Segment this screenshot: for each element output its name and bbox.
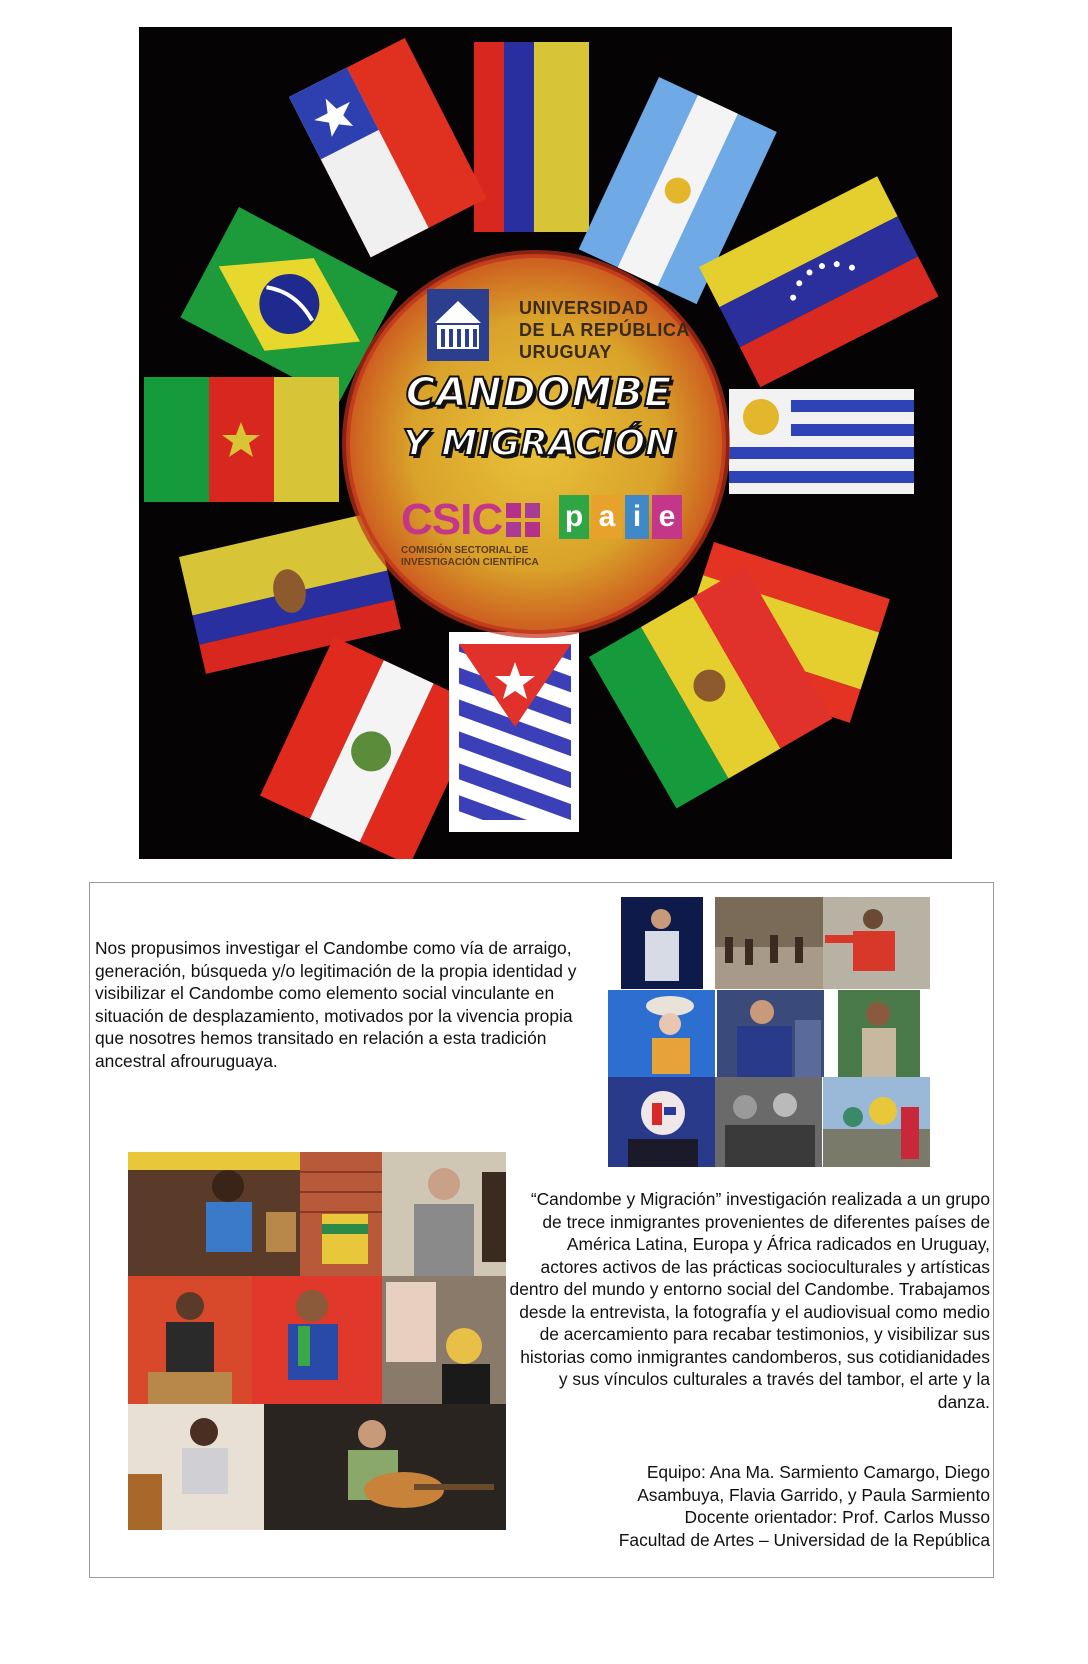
collage-photo xyxy=(252,1276,382,1404)
chile-flag xyxy=(289,38,487,257)
collage-photo xyxy=(715,897,823,989)
credits-team-line-2: Asambuya, Flavia Garrido, y Paula Sarmiento xyxy=(637,1484,990,1505)
university-name xyxy=(519,297,690,363)
csic-caption xyxy=(401,545,539,569)
candombe-poster xyxy=(139,27,952,859)
colombia-flag xyxy=(474,42,589,232)
credits-team-line-1: Equipo: Ana Ma. Sarmiento Camargo, Diego xyxy=(646,1462,990,1482)
university-crest-icon xyxy=(427,289,489,361)
collage-photo xyxy=(128,1152,300,1276)
paie-logo xyxy=(559,495,682,539)
collage-photo xyxy=(382,1152,506,1276)
uruguay-flag xyxy=(729,389,914,494)
collage-photo xyxy=(128,1276,252,1404)
collage-photo xyxy=(300,1152,382,1276)
csic-logo xyxy=(401,495,540,545)
credits-faculty-line: Facultad de Artes – Universidad de la República xyxy=(618,1529,990,1550)
collage-photo xyxy=(608,1077,715,1167)
collage-photo xyxy=(382,1276,506,1404)
cuba-flag xyxy=(449,632,579,832)
csic-plus-icon xyxy=(506,503,540,537)
poster-title-line-1: CANDOMBE xyxy=(405,370,673,416)
collage-photo xyxy=(717,990,824,1077)
csic-caption-line-2: INVESTIGACIÓN CIENTÍFICA xyxy=(401,557,539,568)
csic-logo-text: CSIC xyxy=(401,495,503,544)
paie-letter-e: e xyxy=(652,495,682,539)
poster-title-line-2: Y MIGRACIÓN xyxy=(402,423,676,464)
paie-letter-p: p xyxy=(559,495,589,539)
cameroon-flag xyxy=(144,377,339,502)
intro-paragraph: Nos propusimos investigar el Candombe como vía de arraigo, generación, búsqueda y/o legitimación de la propia identidad y visibilizar el Candombe como elemento social vinculante en situación de desplazamiento, motivados por la vivencia propia que nosotres hemos transitado en relación a esta tradición ancestral afrouruguaya. xyxy=(95,938,577,1071)
csic-caption-line-1: COMISIÓN SECTORIAL DE xyxy=(401,545,529,556)
collage-photo xyxy=(715,1077,822,1167)
collage-photo xyxy=(608,990,715,1077)
university-line-1: UNIVERSIDAD xyxy=(519,298,649,318)
collage-photo xyxy=(823,897,930,989)
poster-title xyxy=(364,367,714,469)
collage-photo xyxy=(128,1404,264,1530)
paie-letter-i: i xyxy=(625,495,649,539)
collage-photo xyxy=(621,897,703,989)
paie-letter-a: a xyxy=(592,495,622,539)
collage-photo xyxy=(838,990,920,1077)
credits-block xyxy=(508,1461,990,1551)
description-paragraph: “Candombe y Migración” investigación realizada a un grupo de trece inmigrantes provenientes de diferentes países de América Latina, Europa y África radicados en Uruguay, actores activos de las prácticas socioculturales y artísticas dentro del mundo y entorno social del Candombe. Trabajamos desde la entrevista, la fotografía y el audiovisual como medio de acercamiento para recabar testimonios, y visibilizar sus historias como inmigrantes candomberos, sus cotidianidades y sus vínculos culturales a través del tambor, el arte y la danza. xyxy=(509,1189,990,1412)
collage-photo xyxy=(264,1404,506,1530)
credits-advisor-line: Docente orientador: Prof. Carlos Musso xyxy=(684,1507,990,1527)
university-line-3: URUGUAY xyxy=(519,342,612,362)
university-line-2: DE LA REPÚBLICA xyxy=(519,320,690,340)
collage-photo xyxy=(823,1077,930,1167)
